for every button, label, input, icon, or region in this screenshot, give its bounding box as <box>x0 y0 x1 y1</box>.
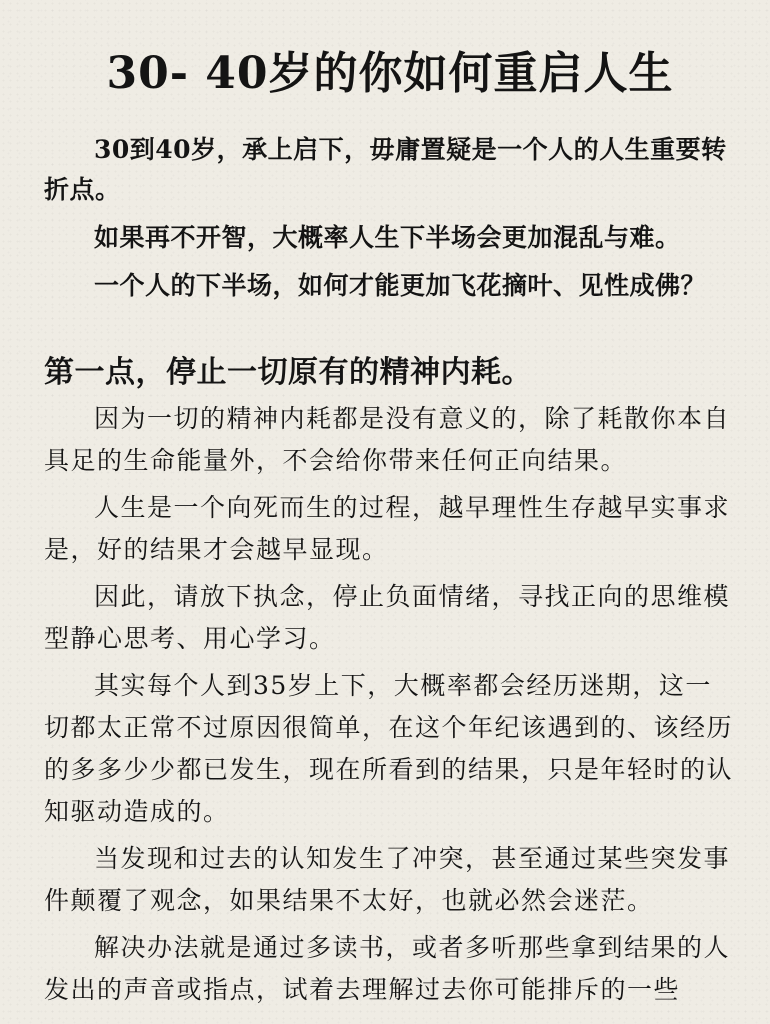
section-body <box>44 398 736 1011</box>
intro-paragraph-2: 如果再不开智，大概率人生下半场会更加混乱与难。 <box>94 223 681 252</box>
body-paragraph-3: 因此，请放下执念，停止负面情绪，寻找正向的思维模型静心思考、用心学习。 <box>44 582 731 653</box>
intro-section <box>44 130 736 306</box>
body-paragraph-5: 当发现和过去的认知发生了冲突，甚至通过某些突发事件颠覆了观念，如果结果不太好，也就必然会迷茫。 <box>44 844 731 915</box>
body-paragraph-4: 其实每个人到35岁上下，大概率都会经历迷期，这一切都太正常不过原因很简单，在这个年纪该遇到的、该经历的多多少少都已发生，现在所看到的结果，只是年轻时的认知驱动造成的。 <box>44 671 734 826</box>
page-title: 30- 40岁的你如何重启人生 <box>106 48 674 99</box>
body-paragraph-6: 解决办法就是通过多读书，或者多听那些拿到结果的人发出的声音或指点，试着去理解过去你可能排斥的一些 <box>44 933 731 1004</box>
body-paragraph-1: 因为一切的精神内耗都是没有意义的，除了耗散你本自具足的生命能量外，不会给你带来任何正向结果。 <box>44 404 731 475</box>
intro-paragraph-1: 30到40岁，承上启下，毋庸置疑是一个人的人生重要转折点。 <box>44 135 727 204</box>
body-paragraph-2: 人生是一个向死而生的过程，越早理性生存越早实事求是，好的结果才会越早显现。 <box>44 493 731 564</box>
intro-paragraph-3: 一个人的下半场，如何才能更加飞花摘叶、见性成佛？ <box>94 271 707 300</box>
section-heading: 第一点，停止一切原有的精神内耗。 <box>44 355 532 390</box>
